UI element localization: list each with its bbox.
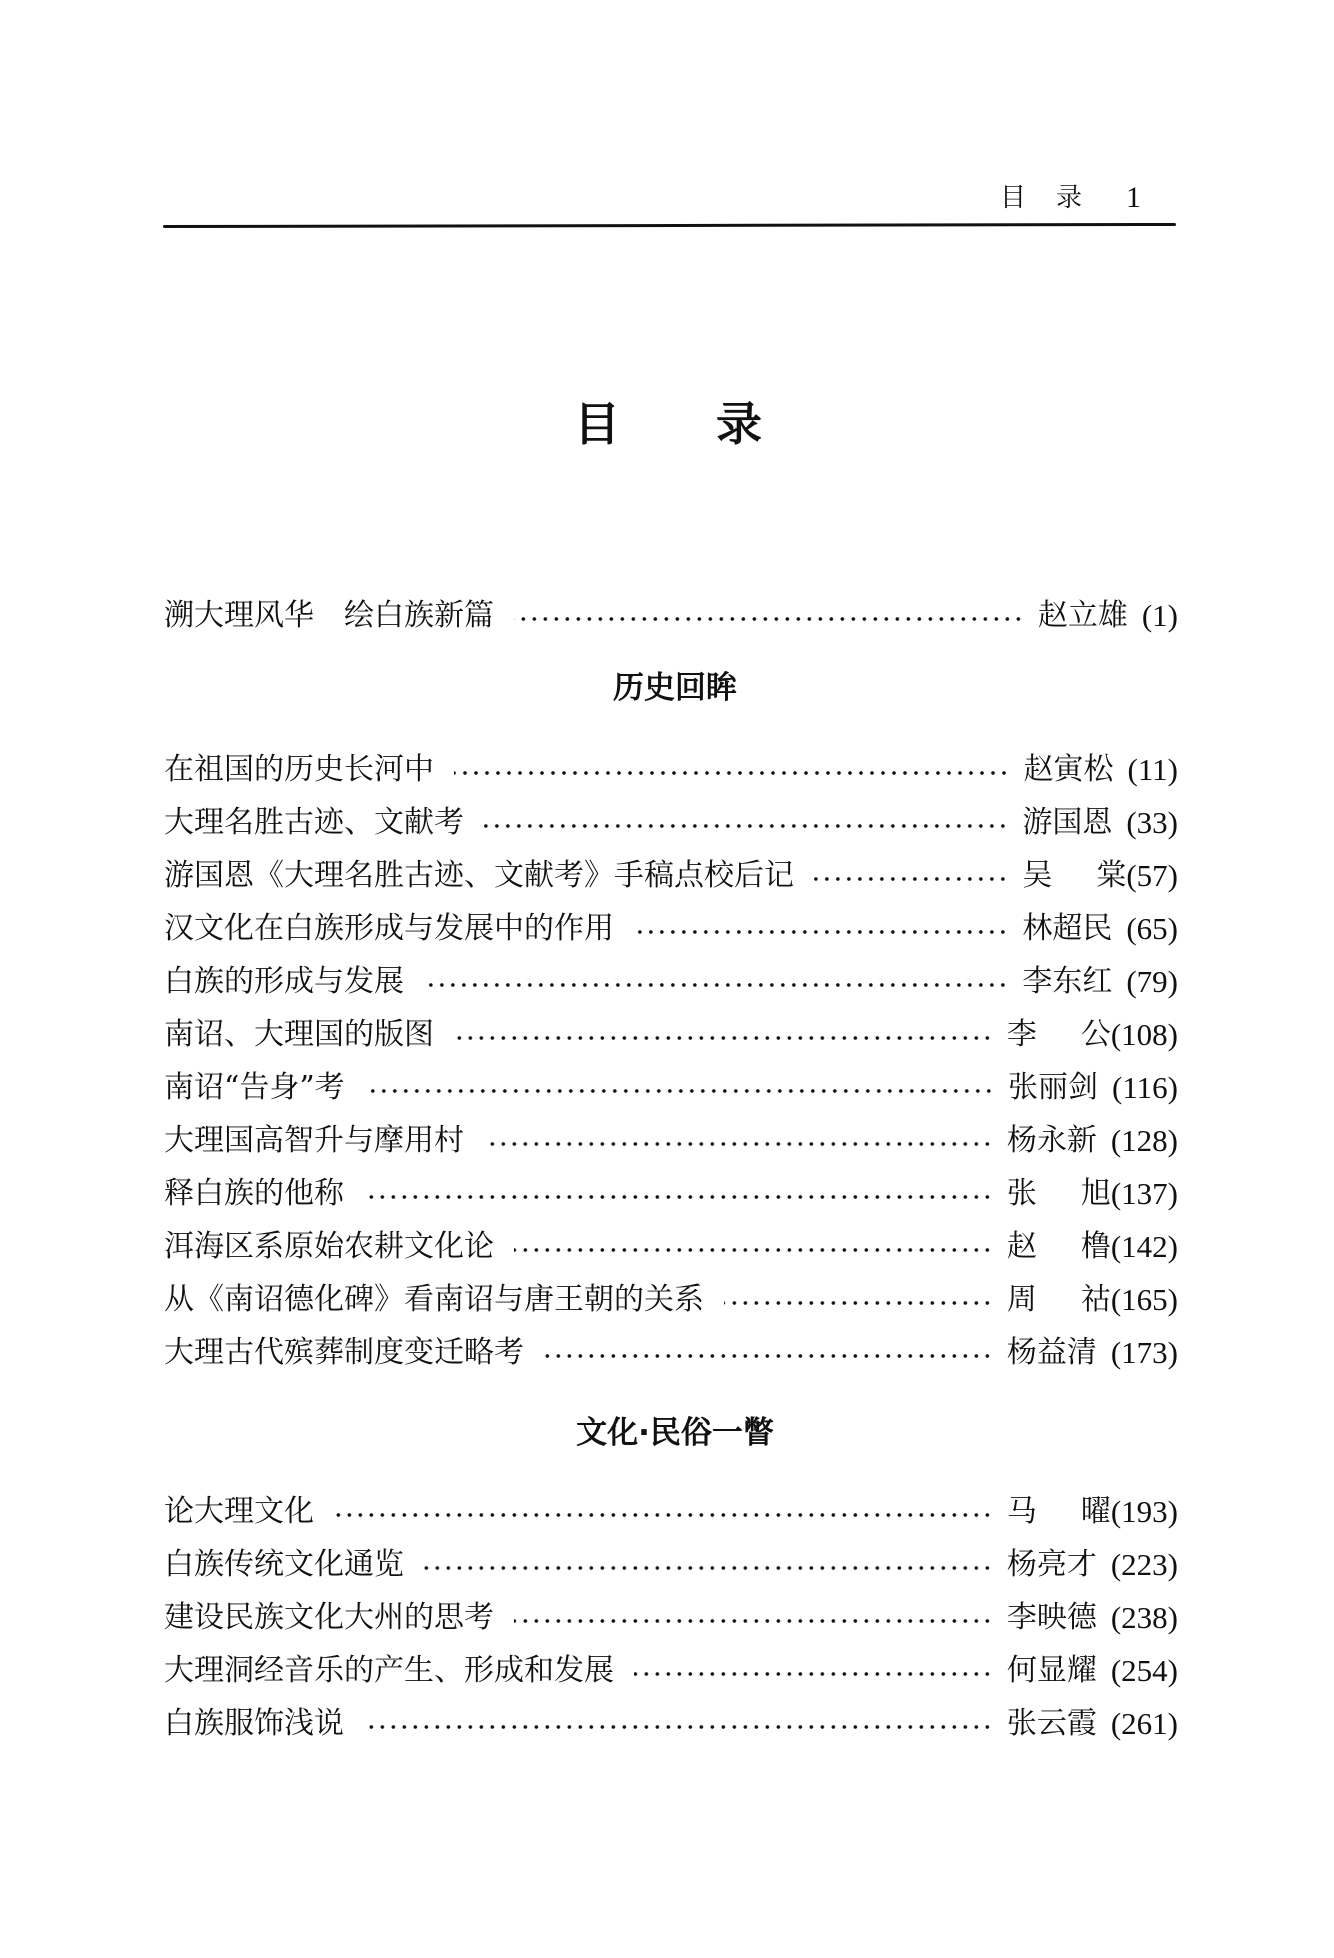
dot-leader <box>424 1543 993 1587</box>
toc-entry-title: 大理古代殡葬制度变迁略考 <box>164 1335 524 1370</box>
toc-entry[interactable] <box>164 1702 1178 1746</box>
running-head-char: 录 <box>1056 183 1083 213</box>
toc-entry-page: (142) <box>1110 1229 1178 1264</box>
page-title-char: 录 <box>716 397 762 451</box>
toc-entry[interactable] <box>164 748 1178 792</box>
toc-entry-page: (137) <box>1110 1176 1178 1211</box>
toc-entry-page: (238) <box>1110 1600 1178 1635</box>
toc-entry[interactable] <box>164 854 1178 898</box>
toc-entry[interactable] <box>164 1278 1178 1322</box>
toc-entry[interactable] <box>164 1172 1178 1216</box>
toc-entry-author: 游国恩 <box>1022 805 1113 840</box>
running-head <box>990 178 1180 218</box>
toc-entry-title: 大理国高智升与摩用村 <box>164 1123 464 1158</box>
toc-entry-title: 从《南诏德化碑》看南诏与唐王朝的关系 <box>164 1282 704 1317</box>
toc-entry-author: 何显耀 <box>1006 1653 1097 1688</box>
toc-entry[interactable] <box>164 1119 1178 1163</box>
dot-leader <box>514 1225 993 1269</box>
section-heading: 历史回眸 <box>613 670 737 706</box>
toc-entry-page: (11) <box>1127 752 1178 787</box>
dot-leader <box>634 907 1008 951</box>
dot-leader <box>334 1490 993 1534</box>
dot-leader <box>484 801 1008 845</box>
dot-leader <box>814 854 1008 898</box>
dot-leader <box>484 1119 993 1163</box>
page-title <box>0 396 1334 452</box>
toc-entry-title: 论大理文化 <box>164 1494 314 1529</box>
toc-entry-author: 李映德 <box>1006 1600 1097 1635</box>
toc-entry-author: 赵 橹 <box>1006 1229 1111 1264</box>
dot-leader <box>454 1013 993 1057</box>
toc-entry[interactable] <box>164 960 1178 1004</box>
header-rule <box>163 223 1176 228</box>
section-heading: 文化·民俗一瞥 <box>576 1415 774 1451</box>
toc-entry-page: (116) <box>1112 1070 1178 1105</box>
toc-entry-author: 林超民 <box>1022 911 1113 946</box>
toc-entry-title: 洱海区系原始农耕文化论 <box>164 1229 494 1264</box>
toc-entry-page: (193) <box>1110 1494 1178 1529</box>
toc-entry-page: (57) <box>1126 858 1178 893</box>
toc-entry-title: 汉文化在白族形成与发展中的作用 <box>164 911 614 946</box>
dot-leader <box>634 1649 993 1693</box>
toc-entry-author: 张云霞 <box>1006 1706 1097 1741</box>
toc-entry[interactable] <box>164 1013 1178 1057</box>
toc-entry-preface[interactable] <box>164 594 1178 638</box>
toc-entry[interactable] <box>164 801 1178 845</box>
toc-entry-page: (165) <box>1110 1282 1178 1317</box>
toc-entry-title: 游国恩《大理名胜古迹、文献考》手稿点校后记 <box>164 858 794 893</box>
toc-entry-page: (1) <box>1141 598 1178 633</box>
toc-entry-author: 李 公 <box>1006 1017 1111 1052</box>
dot-leader <box>365 1066 994 1110</box>
toc-entry-author: 吴 棠 <box>1022 858 1127 893</box>
toc-entry-author: 李东红 <box>1022 964 1113 999</box>
toc-entry-page: (33) <box>1126 805 1178 840</box>
toc-entry-page: (261) <box>1110 1706 1178 1741</box>
toc-entry-title: 白族传统文化通览 <box>164 1547 404 1582</box>
toc-entry[interactable] <box>164 1543 1178 1587</box>
toc-entry-title: 南诏、大理国的版图 <box>164 1017 434 1052</box>
dot-leader <box>514 1596 993 1640</box>
toc-entry-author: 张 旭 <box>1006 1176 1111 1211</box>
toc-entry-author: 张丽剑 <box>1008 1070 1098 1105</box>
toc-entry-title: 大理名胜古迹、文献考 <box>164 805 464 840</box>
toc-entry-page: (128) <box>1110 1123 1178 1158</box>
dot-leader <box>364 1702 993 1746</box>
toc-entry-author: 赵寅松 <box>1023 752 1114 787</box>
dot-leader <box>544 1331 993 1375</box>
toc-entry-author: 杨亮才 <box>1006 1547 1097 1582</box>
toc-entry-title: 大理洞经音乐的产生、形成和发展 <box>164 1653 614 1688</box>
dot-leader <box>514 594 1024 638</box>
toc-entry-title: 南诏“告身”考 <box>164 1070 345 1105</box>
toc-entry-page: (254) <box>1110 1653 1178 1688</box>
dot-leader <box>724 1278 993 1322</box>
toc-entry-page: (223) <box>1110 1547 1178 1582</box>
toc-entry-title: 建设民族文化大州的思考 <box>164 1600 494 1635</box>
toc-entry-page: (65) <box>1126 911 1178 946</box>
toc-entry[interactable] <box>164 1225 1178 1269</box>
toc-entry-page: (173) <box>1110 1335 1178 1370</box>
toc-entry-author: 马 曜 <box>1006 1494 1111 1529</box>
toc-entry[interactable] <box>164 1596 1178 1640</box>
toc-entry[interactable] <box>164 1066 1178 1110</box>
dot-leader <box>364 1172 993 1216</box>
toc-entry-title: 溯大理风华 绘白族新篇 <box>164 598 494 633</box>
toc-entry-title: 在祖国的历史长河中 <box>164 752 434 787</box>
toc-entry-title: 白族的形成与发展 <box>164 964 404 999</box>
toc-entry-author: 赵立雄 <box>1037 598 1128 633</box>
running-head-char: 目 <box>1000 183 1027 213</box>
toc-entry-author: 杨永新 <box>1006 1123 1097 1158</box>
toc-entry[interactable] <box>164 1649 1178 1693</box>
toc-entry[interactable] <box>164 907 1178 951</box>
dot-leader <box>454 748 1010 792</box>
toc-entry[interactable] <box>164 1331 1178 1375</box>
page-number: 1 <box>1126 181 1141 214</box>
dot-leader <box>424 960 1008 1004</box>
toc-entry[interactable] <box>164 1490 1178 1534</box>
toc-entry-title: 白族服饰浅说 <box>164 1706 344 1741</box>
toc-entry-page: (79) <box>1126 964 1178 999</box>
toc-entry-title: 释白族的他称 <box>164 1176 344 1211</box>
page-title-char: 目 <box>574 397 620 451</box>
toc-entry-author: 周 祜 <box>1006 1282 1111 1317</box>
toc-entry-author: 杨益清 <box>1006 1335 1097 1370</box>
toc-entry-page: (108) <box>1110 1017 1178 1052</box>
